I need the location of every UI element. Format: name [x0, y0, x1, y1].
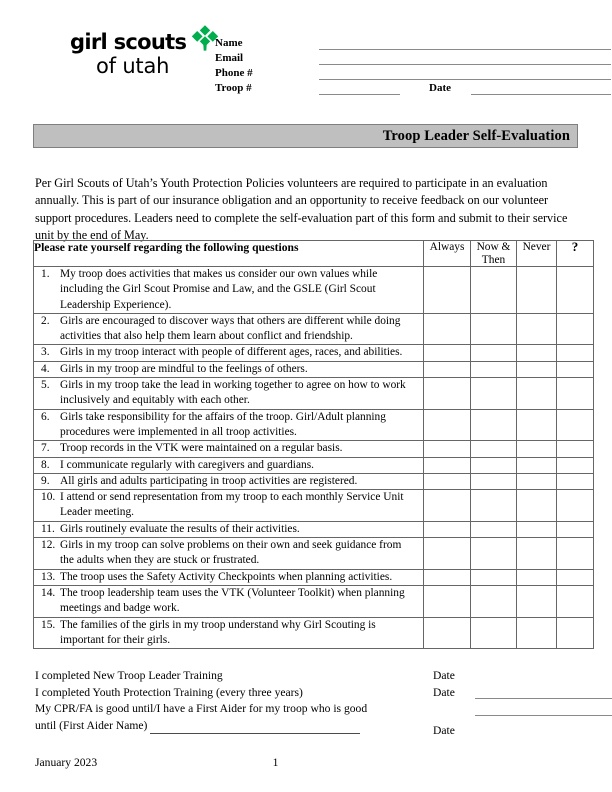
answer-cell-never[interactable]: [517, 345, 557, 361]
answer-cell-never[interactable]: [517, 521, 557, 537]
answer-cell-now-and-then[interactable]: [471, 585, 517, 617]
answer-cell-now-and-then[interactable]: [471, 441, 517, 457]
answer-cell-always[interactable]: [424, 585, 471, 617]
table-row: [34, 409, 594, 441]
table-row: [34, 441, 594, 457]
answer-cell-always[interactable]: [424, 569, 471, 585]
answer-cell-now-and-then[interactable]: [471, 617, 517, 649]
answer-cell-now-and-then[interactable]: [471, 267, 517, 314]
question-number: 14.: [41, 586, 56, 599]
logo-line-1: girl scouts: [70, 30, 187, 54]
question-cell: [34, 569, 424, 585]
attestation-text: I completed Youth Protection Training (every three years): [35, 685, 303, 699]
question-number: 11.: [41, 522, 55, 535]
question-text: Girls routinely evaluate the results of their activities.: [60, 522, 300, 535]
attestation-date-input-youth-protection-training[interactable]: [475, 715, 612, 716]
answer-cell-never[interactable]: [517, 473, 557, 489]
contact-fields: [215, 36, 575, 96]
answer-cell-always[interactable]: [424, 361, 471, 377]
attestation-text: My CPR/FA is good until/I have a First Aider for my troop who is good: [35, 702, 368, 715]
question-cell: [34, 378, 424, 410]
table-row: [34, 473, 594, 489]
phone-input[interactable]: [319, 79, 611, 80]
answer-cell-always[interactable]: [424, 345, 471, 361]
question-text: Girls are encouraged to discover ways that others are different while doing activities that also help them learn about conflict and friendship.: [60, 314, 401, 343]
self-evaluation-table: [33, 240, 594, 649]
attestation-text: I completed New Troop Leader Training: [35, 669, 223, 682]
answer-cell-unknown[interactable]: [557, 473, 594, 489]
table-row: [34, 585, 594, 617]
column-header-never: Never: [517, 241, 557, 267]
troop-input[interactable]: [319, 94, 400, 95]
question-number: 4.: [41, 362, 50, 375]
question-text: I communicate regularly with caregivers and guardians.: [60, 458, 314, 471]
table-header-row: [34, 241, 594, 267]
answer-cell-now-and-then[interactable]: [471, 457, 517, 473]
answer-cell-unknown[interactable]: [557, 313, 594, 345]
answer-cell-always[interactable]: [424, 538, 471, 570]
question-cell: [34, 538, 424, 570]
question-cell: [34, 361, 424, 377]
question-cell: [34, 490, 424, 522]
answer-cell-always[interactable]: [424, 378, 471, 410]
answer-cell-always[interactable]: [424, 490, 471, 522]
answer-cell-unknown[interactable]: [557, 569, 594, 585]
answer-cell-unknown[interactable]: [557, 441, 594, 457]
attestation-row-cpr-fa-line2: [35, 718, 580, 738]
question-number: 3.: [41, 346, 50, 359]
question-cell: [34, 521, 424, 537]
field-row-name: [215, 36, 575, 51]
question-text: My troop does activities that makes us consider our own values while including the Girl Scout Promise and Law, and the GSLE (Girl Scout Leadership Experience).: [60, 268, 378, 311]
table-row: [34, 490, 594, 522]
question-number: 7.: [41, 442, 50, 455]
answer-cell-now-and-then[interactable]: [471, 361, 517, 377]
masthead: [33, 28, 578, 110]
column-header-now-and-then: Now & Then: [471, 241, 517, 267]
logo-line-2: of utah: [96, 54, 170, 78]
answer-cell-now-and-then[interactable]: [471, 538, 517, 570]
question-cell: [34, 473, 424, 489]
attestation-text: [35, 718, 360, 735]
answer-cell-unknown[interactable]: [557, 457, 594, 473]
name-input[interactable]: [319, 49, 611, 50]
answer-cell-always[interactable]: [424, 617, 471, 649]
attestations-block: [35, 668, 580, 738]
question-text: Troop records in the VTK were maintained on a regular basis.: [60, 442, 343, 455]
answer-cell-never[interactable]: [517, 585, 557, 617]
answer-cell-unknown[interactable]: [557, 617, 594, 649]
answer-cell-never[interactable]: [517, 267, 557, 314]
table-row: [34, 457, 594, 473]
answer-cell-now-and-then[interactable]: [471, 473, 517, 489]
date-input[interactable]: [471, 94, 611, 95]
table-row: [34, 345, 594, 361]
intro-paragraph: Per Girl Scouts of Utah’s Youth Protection Policies volunteers are required to participate in an evaluation annually. This is part of our insurance obligation and an opportunity to receive feedback on our volunteer support procedures. Leaders need to complete the self-evaluation part of this form and submit to their service unit by the end of May.: [35, 176, 568, 242]
answer-cell-always[interactable]: [424, 521, 471, 537]
question-number: 15.: [41, 618, 56, 631]
question-number: 2.: [41, 314, 50, 327]
footer-page-number: 1: [272, 756, 279, 769]
answer-cell-always[interactable]: [424, 457, 471, 473]
question-cell: [34, 441, 424, 457]
table-row: [34, 361, 594, 377]
table-row: [34, 313, 594, 345]
table-row: [34, 267, 594, 314]
table-row: [34, 521, 594, 537]
troop-label: Troop #: [215, 82, 252, 94]
attestation-date-input-new-troop-leader-training[interactable]: [475, 698, 612, 699]
answer-cell-always[interactable]: [424, 473, 471, 489]
page-title: Troop Leader Self-Evaluation: [382, 128, 570, 144]
question-text: All girls and adults participating in troop activities are registered.: [60, 474, 358, 487]
question-number: 9.: [41, 474, 50, 487]
question-cell: [34, 617, 424, 649]
answer-cell-never[interactable]: [517, 617, 557, 649]
answer-cell-never[interactable]: [517, 409, 557, 441]
answer-cell-never[interactable]: [517, 569, 557, 585]
attestation-date-label: Date: [433, 723, 455, 737]
answer-cell-now-and-then[interactable]: [471, 521, 517, 537]
phone-label: Phone #: [215, 67, 253, 79]
question-number: 10.: [41, 491, 56, 504]
name-label: Name: [215, 37, 243, 49]
question-text: Girls in my troop can solve problems on their own and seek guidance from the adults when they are stuck or frustrated.: [60, 539, 402, 567]
first-aider-name-label: until (First Aider Name): [35, 718, 148, 732]
question-cell: [34, 345, 424, 361]
answer-cell-never[interactable]: [517, 361, 557, 377]
answer-cell-unknown[interactable]: [557, 490, 594, 522]
answer-cell-now-and-then[interactable]: [471, 345, 517, 361]
column-header-unknown: ?: [557, 241, 594, 267]
logo-wordmark: [68, 32, 238, 77]
answer-cell-unknown[interactable]: [557, 361, 594, 377]
question-text: The troop uses the Safety Activity Checkpoints when planning activities.: [60, 570, 393, 583]
answer-cell-always[interactable]: [424, 267, 471, 314]
answer-cell-unknown[interactable]: [557, 378, 594, 410]
question-cell: [34, 267, 424, 314]
table-row: [34, 538, 594, 570]
table-row: [34, 378, 594, 410]
question-number: 8.: [41, 458, 50, 471]
table-body: [34, 267, 594, 649]
field-row-troop-date: [215, 81, 575, 96]
question-text: The troop leadership team uses the VTK (Volunteer Toolkit) when planning meetings and badge work.: [60, 586, 405, 615]
question-text: The families of the girls in my troop understand why Girl Scouting is important for their girls.: [60, 618, 376, 646]
question-text: Girls in my troop interact with people of different ages, races, and abilities.: [60, 346, 403, 359]
attestation-row-new-troop-leader-training: [35, 668, 580, 685]
question-number: 1.: [41, 268, 50, 280]
question-number: 12.: [41, 539, 56, 552]
question-text: Girls in my troop are mindful to the feelings of others.: [60, 362, 308, 375]
answer-cell-never[interactable]: [517, 457, 557, 473]
answer-cell-never[interactable]: [517, 313, 557, 345]
answer-cell-now-and-then[interactable]: [471, 378, 517, 410]
question-number: 6.: [41, 410, 50, 423]
date-label: Date: [429, 82, 451, 94]
answer-cell-unknown[interactable]: [557, 538, 594, 570]
answer-cell-now-and-then[interactable]: [471, 569, 517, 585]
field-row-email: [215, 51, 575, 66]
attestation-row-cpr-fa-line1: [35, 701, 580, 718]
attestation-date-label: Date: [433, 669, 455, 682]
answer-cell-unknown[interactable]: [557, 585, 594, 617]
question-text: I attend or send representation from my troop to each monthly Service Unit Leader meeting.: [60, 491, 404, 519]
question-cell: [34, 457, 424, 473]
answer-cell-unknown[interactable]: [557, 267, 594, 314]
answer-cell-never[interactable]: [517, 538, 557, 570]
answer-cell-always[interactable]: [424, 409, 471, 441]
answer-cell-never[interactable]: [517, 378, 557, 410]
answer-cell-never[interactable]: [517, 441, 557, 457]
field-row-phone: [215, 66, 575, 81]
table-row: [34, 617, 594, 649]
question-cell: [34, 409, 424, 441]
answer-cell-never[interactable]: [517, 490, 557, 522]
attestation-row-youth-protection-training: [35, 685, 580, 702]
answer-cell-always[interactable]: [424, 313, 471, 345]
question-cell: [34, 313, 424, 345]
answer-cell-now-and-then[interactable]: [471, 490, 517, 522]
column-header-question: Please rate yourself regarding the following questions: [34, 241, 424, 267]
column-header-always: Always: [424, 241, 471, 267]
answer-cell-now-and-then[interactable]: [471, 313, 517, 345]
question-cell: [34, 585, 424, 617]
question-number: 5.: [41, 379, 50, 392]
email-input[interactable]: [319, 64, 611, 65]
answer-cell-unknown[interactable]: [557, 521, 594, 537]
attestation-date-label: Date: [433, 685, 455, 699]
title-bar: [33, 124, 578, 148]
answer-cell-now-and-then[interactable]: [471, 409, 517, 441]
table-row: [34, 569, 594, 585]
email-label: Email: [215, 52, 244, 64]
question-text: Girls take responsibility for the affairs of the troop. Girl/Adult planning procedures were implemented in all troop activities.: [60, 410, 386, 438]
question-text: Girls in my troop take the lead in working together to agree on how to work inclusively and equitably with each other.: [60, 379, 406, 407]
answer-cell-always[interactable]: [424, 441, 471, 457]
answer-cell-unknown[interactable]: [557, 345, 594, 361]
girl-scouts-of-utah-logo: [68, 32, 238, 102]
answer-cell-unknown[interactable]: [557, 409, 594, 441]
first-aider-name-input[interactable]: [150, 722, 360, 734]
question-number: 13.: [41, 570, 56, 583]
footer-revision-date: January 2023: [35, 756, 98, 769]
